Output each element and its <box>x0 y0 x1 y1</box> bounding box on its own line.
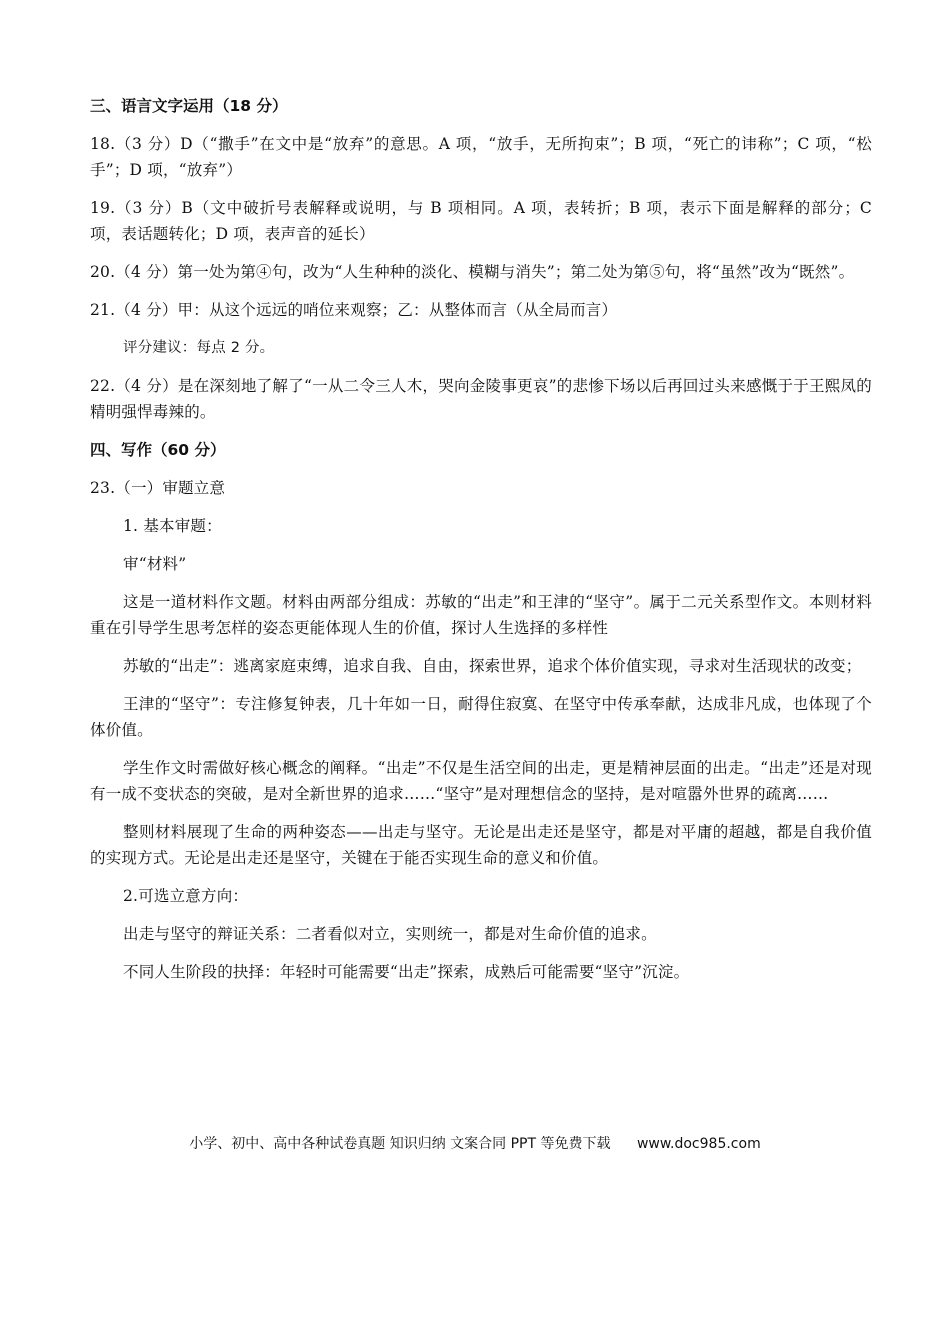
answer-18: 18.（3 分）D（“撒手”在文中是“放弃”的意思。A 项，“放手，无所拘束”；B 项，“死亡的讳称”；C 项，“松手”；D 项，“放弃”） <box>90 135 872 179</box>
page-footer <box>0 1134 950 1154</box>
subheading-basic-analysis: 1. 基本审题： <box>123 517 222 535</box>
subheading-material: 审“材料” <box>123 555 187 573</box>
paragraph-core-concepts: 学生作文时需做好核心概念的阐释。“出走”不仅是生活空间的出走，更是精神层面的出走。“出走”还是对现有一成不变状态的突破，是对全新世界的追求……“坚守”是对理想信念的坚持，是对喧嚣外世界的疏离…… <box>90 759 872 803</box>
paragraph-summary: 整则材料展现了生命的两种姿态——出走与坚守。无论是出走还是坚守，都是对平庸的超越，都是自我价值的实现方式。无论是出走还是坚守，关键在于能否实现生命的意义和价值。 <box>90 823 872 867</box>
answer-21: 21.（4 分）甲：从这个远远的哨位来观察；乙：从整体而言（从全局而言） <box>90 301 618 319</box>
paragraph-sumin: 苏敏的“出走”：逃离家庭束缚，追求自我、自由，探索世界，追求个体价值实现，寻求对生活现状的改变； <box>123 657 862 675</box>
answer-23-title: 23.（一）审题立意 <box>90 479 226 497</box>
paragraph-wangjin: 王津的“坚守”：专注修复钟表，几十年如一日，耐得住寂寞、在坚守中传承奉献，达成非凡成，也体现了个体价值。 <box>90 695 872 739</box>
direction-option-1: 出走与坚守的辩证关系：二者看似对立，实则统一，都是对生命价值的追求。 <box>123 925 657 943</box>
subheading-directions: 2.可选立意方向： <box>123 887 249 905</box>
answer-22: 22.（4 分）是在深刻地了解了“一从二令三人木，哭向金陵事更哀”的悲惨下场以后再回过头来感慨于于王熙凤的精明强悍毒辣的。 <box>90 377 872 421</box>
answer-20: 20.（4 分）第一处为第④句，改为“人生种种的淡化、模糊与消失”；第二处为第⑤句，将“虽然”改为“既然”。 <box>90 263 855 281</box>
answer-19: 19.（3 分）B（文中破折号表解释或说明，与 B 项相同。A 项，表转折；B 项，表示下面是解释的部分；C 项，表话题转化；D 项，表声音的延长） <box>90 199 872 243</box>
document-page <box>90 93 872 997</box>
footer-text: 小学、初中、高中各种试卷真题 知识归纳 文案合同 PPT 等免费下载 <box>189 1136 611 1152</box>
section-heading-language: 三、语言文字运用（18 分） <box>90 97 288 115</box>
section-heading-writing: 四、写作（60 分） <box>90 441 226 459</box>
direction-option-2: 不同人生阶段的抉择：年轻时可能需要“出走”探索，成熟后可能需要“坚守”沉淀。 <box>123 963 690 981</box>
footer-url[interactable]: www.doc985.com <box>636 1136 761 1152</box>
scoring-note-21: 评分建议：每点 2 分。 <box>123 340 275 356</box>
paragraph-material-overview: 这是一道材料作文题。材料由两部分组成：苏敏的“出走”和王津的“坚守”。属于二元关系型作文。本则材料重在引导学生思考怎样的姿态更能体现人生的价值，探讨人生选择的多样性 <box>90 593 872 637</box>
